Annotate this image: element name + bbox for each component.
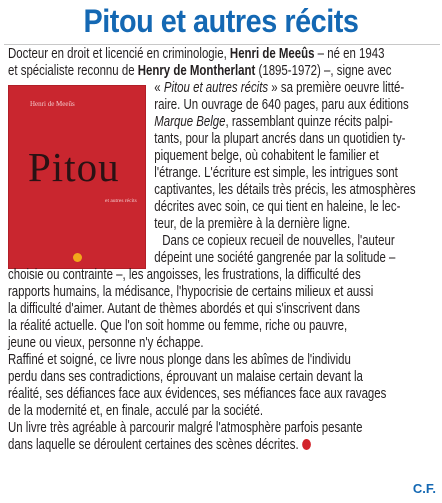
text-span: Docteur en droit et licencié en criminologie, — [8, 46, 230, 62]
text-line: raire. Un ouvrage de 640 pages, paru aux éditions — [154, 97, 409, 113]
text-line: de la modernité et, en finale, acculé par la société. — [8, 403, 264, 419]
text-line: réalité, ses défiances face aux évidences, ses méfiances face aux ravages — [8, 386, 387, 402]
text-span: dans laquelle se déroulent certaines des scènes décrites. — [8, 437, 299, 453]
text-line: jeune ou vieux, personne n'y échappe. — [8, 335, 204, 351]
text-span: – né en 1943 — [314, 46, 385, 62]
cover-title: Pitou — [28, 144, 120, 190]
text-line: choisie ou contrainte –, les angoisses, les frustrations, la difficulté des — [8, 267, 361, 283]
text-line: décrites avec soin, ce qui tient en haleine, le lec- — [154, 199, 401, 215]
text-line: l'étrange. L'écriture est simple, les intrigues sont — [154, 165, 398, 181]
author-name: Henri de Meeûs — [229, 46, 315, 62]
text-line — [8, 63, 437, 80]
text-line: Raffiné et soigné, ce livre nous plonge dans les abîmes de l'individu — [8, 352, 351, 368]
text-line: la réalité actuelle. Que l'on soit homme ou femme, riche ou pauvre, — [8, 318, 348, 334]
mentor-name: Henry de Montherlant — [137, 63, 256, 79]
cover-author: Henri de Meeûs — [30, 100, 75, 108]
text-line — [8, 233, 437, 250]
text-line: piquement belge, où cohabitent le familier et — [154, 148, 379, 164]
text-span: (1895-1972) –, signe avec — [255, 63, 392, 79]
text-line: teur, de la première à la dernière ligne. — [154, 216, 351, 232]
text-span: et spécialiste reconnu de — [8, 63, 138, 79]
article-headline: Pitou et autres récits — [83, 3, 359, 39]
text-line — [8, 437, 437, 454]
text-line — [8, 114, 437, 131]
cover-subtitle: et autres récits — [105, 198, 137, 204]
text-span: Dans ce copieux recueil de nouvelles, l'auteur — [162, 233, 395, 249]
text-line: Un livre très agréable à parcourir malgré l'atmosphère parfois pesante — [8, 420, 363, 436]
text-span: , rassemblant quinze récits palpi- — [225, 114, 393, 130]
article-body — [8, 46, 437, 454]
text-line: rapports humains, la médisance, l'hypocrisie de certains milieux et aussi — [8, 284, 374, 300]
text-line: perdu dans ses contradictions, éprouvant un malaise certain devant la — [8, 369, 363, 385]
text-line — [8, 46, 437, 63]
book-title: Pitou et autres récits — [163, 80, 269, 96]
text-line: la difficulté d'aimer. Autant de thèmes abordés et qui s'inscrivent dans — [8, 301, 361, 317]
author-signature: C.F. — [412, 481, 436, 496]
text-line: captivantes, les détails très précis, les atmosphères — [154, 182, 416, 198]
text-line: dépeint une société gangrenée par la solitude – — [154, 250, 396, 266]
headline-rule — [4, 44, 440, 45]
end-mark-icon — [302, 439, 311, 450]
text-span: « — [154, 80, 164, 96]
text-line — [8, 80, 437, 97]
text-span: » sa première oeuvre litté- — [268, 80, 405, 96]
text-line: tants, pour la plupart ancrés dans un quotidien ty- — [154, 131, 406, 147]
publisher-name: Marque Belge — [154, 114, 226, 130]
